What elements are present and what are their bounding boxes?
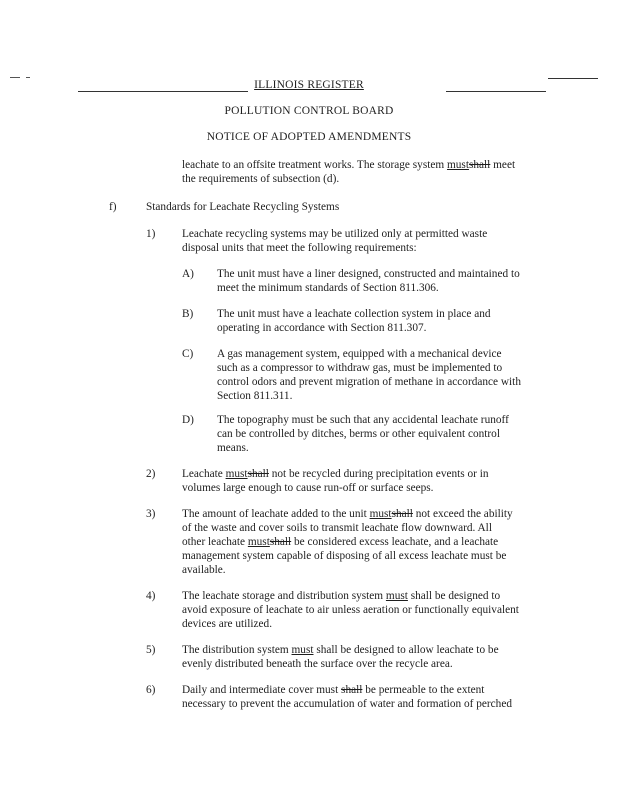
sub-c-line-2: such as a compressor to withdraw gas, must be implemented to [217,362,503,374]
deleted-text: shall [391,508,413,520]
item-3-line-5: available. [182,564,226,576]
sub-a-line-2: meet the minimum standards of Section 811.306. [217,282,439,294]
header-rule-left [78,91,248,92]
inserted-text: must [369,508,392,520]
sub-c-label: C) [182,348,194,360]
inserted-text: must [446,159,469,171]
sub-c-line-1: A gas management system, equipped with a mechanical device [217,348,502,360]
sub-d-line-3: means. [217,442,249,454]
item-4-label: 4) [146,590,156,602]
item-3-line-3 [182,535,498,549]
deleted-text: shall [269,536,292,548]
sub-a-label: A) [182,268,194,280]
sub-d-line-1: The topography must be such that any accidental leachate runoff [217,414,509,426]
register-title: ILLINOIS REGISTER [254,79,364,91]
item-1-line-1: Leachate recycling systems may be utilized only at permitted waste [182,228,488,240]
item-6-label: 6) [146,684,156,696]
item-text: shall be designed to allow leachate to be [313,644,499,656]
intro-text: leachate to an offsite treatment works. The storage system [182,159,447,171]
item-2-line-1 [182,467,489,481]
item-text: shall be designed to [407,590,501,602]
item-4-line-3: devices are utilized. [182,618,273,630]
item-3-label: 3) [146,508,156,520]
sub-d-line-2: can be controlled by ditches, berms or other equivalent control [217,428,500,440]
item-1-line-2: disposal units that meet the following requirements: [182,242,417,254]
deleted-text: shall [341,684,363,696]
item-5-line-2: evenly distributed beneath the surface over the recycle area. [182,658,453,670]
sub-c-line-4: Section 811.311. [217,390,293,402]
sub-d-label: D) [182,414,194,426]
item-1-label: 1) [146,228,156,240]
item-5-line-1 [182,643,499,657]
intro-line-1 [182,158,515,172]
item-4-line-1 [182,589,500,603]
item-text: not exceed the ability [412,508,513,520]
sub-c-line-3: control odors and prevent migration of methane in accordance with [217,376,521,388]
section-f-label: f) [109,201,117,213]
notice-title: NOTICE OF ADOPTED AMENDMENTS [206,131,412,143]
sub-b-label: B) [182,308,194,320]
item-text: The distribution system [182,644,292,656]
item-text: other leachate [182,536,248,548]
item-2-line-2: volumes large enough to cause run-off or surface seeps. [182,482,434,494]
deleted-text: shall [247,468,269,480]
item-text: Leachate [182,468,226,480]
item-text: The leachate storage and distribution system [182,590,386,602]
intro-line-2: the requirements of subsection (d). [182,173,340,185]
header-rule-right [446,91,546,92]
deleted-text: shall [468,159,491,171]
item-4-line-2: avoid exposure of leachate to air unless aeration or functionally equivalent [182,604,519,616]
item-text: Daily and intermediate cover must [182,684,342,696]
scan-mark [10,77,20,78]
board-title: POLLUTION CONTROL BOARD [224,105,394,117]
sub-b-line-1: The unit must have a leachate collection system in place and [217,308,491,320]
item-5-label: 5) [146,644,156,656]
item-6-line-2: necessary to prevent the accumulation of water and formation of perched [182,698,512,710]
section-f-title: Standards for Leachate Recycling Systems [146,201,340,213]
item-3-line-4: management system capable of disposing of all excess leachate must be [182,550,507,562]
sub-b-line-2: operating in accordance with Section 811.307. [217,322,427,334]
sub-a-line-1: The unit must have a liner designed, constructed and maintained to [217,268,520,280]
item-3-line-1 [182,507,513,521]
inserted-text: must [291,644,314,656]
intro-text: meet [490,159,516,171]
item-3-line-2: of the waste and cover soils to transmit leachate flow downward. All [182,522,492,534]
item-text: be considered excess leachate, and a leachate [291,536,499,548]
item-6-line-1 [182,683,484,697]
inserted-text: must [225,468,248,480]
inserted-text: must [247,536,270,548]
item-text: The amount of leachate added to the unit [182,508,370,520]
inserted-text: must [385,590,408,602]
item-text: not be recycled during precipitation events or in [268,468,489,480]
scan-mark [26,77,30,78]
item-2-label: 2) [146,468,156,480]
item-text: be permeable to the extent [362,684,485,696]
